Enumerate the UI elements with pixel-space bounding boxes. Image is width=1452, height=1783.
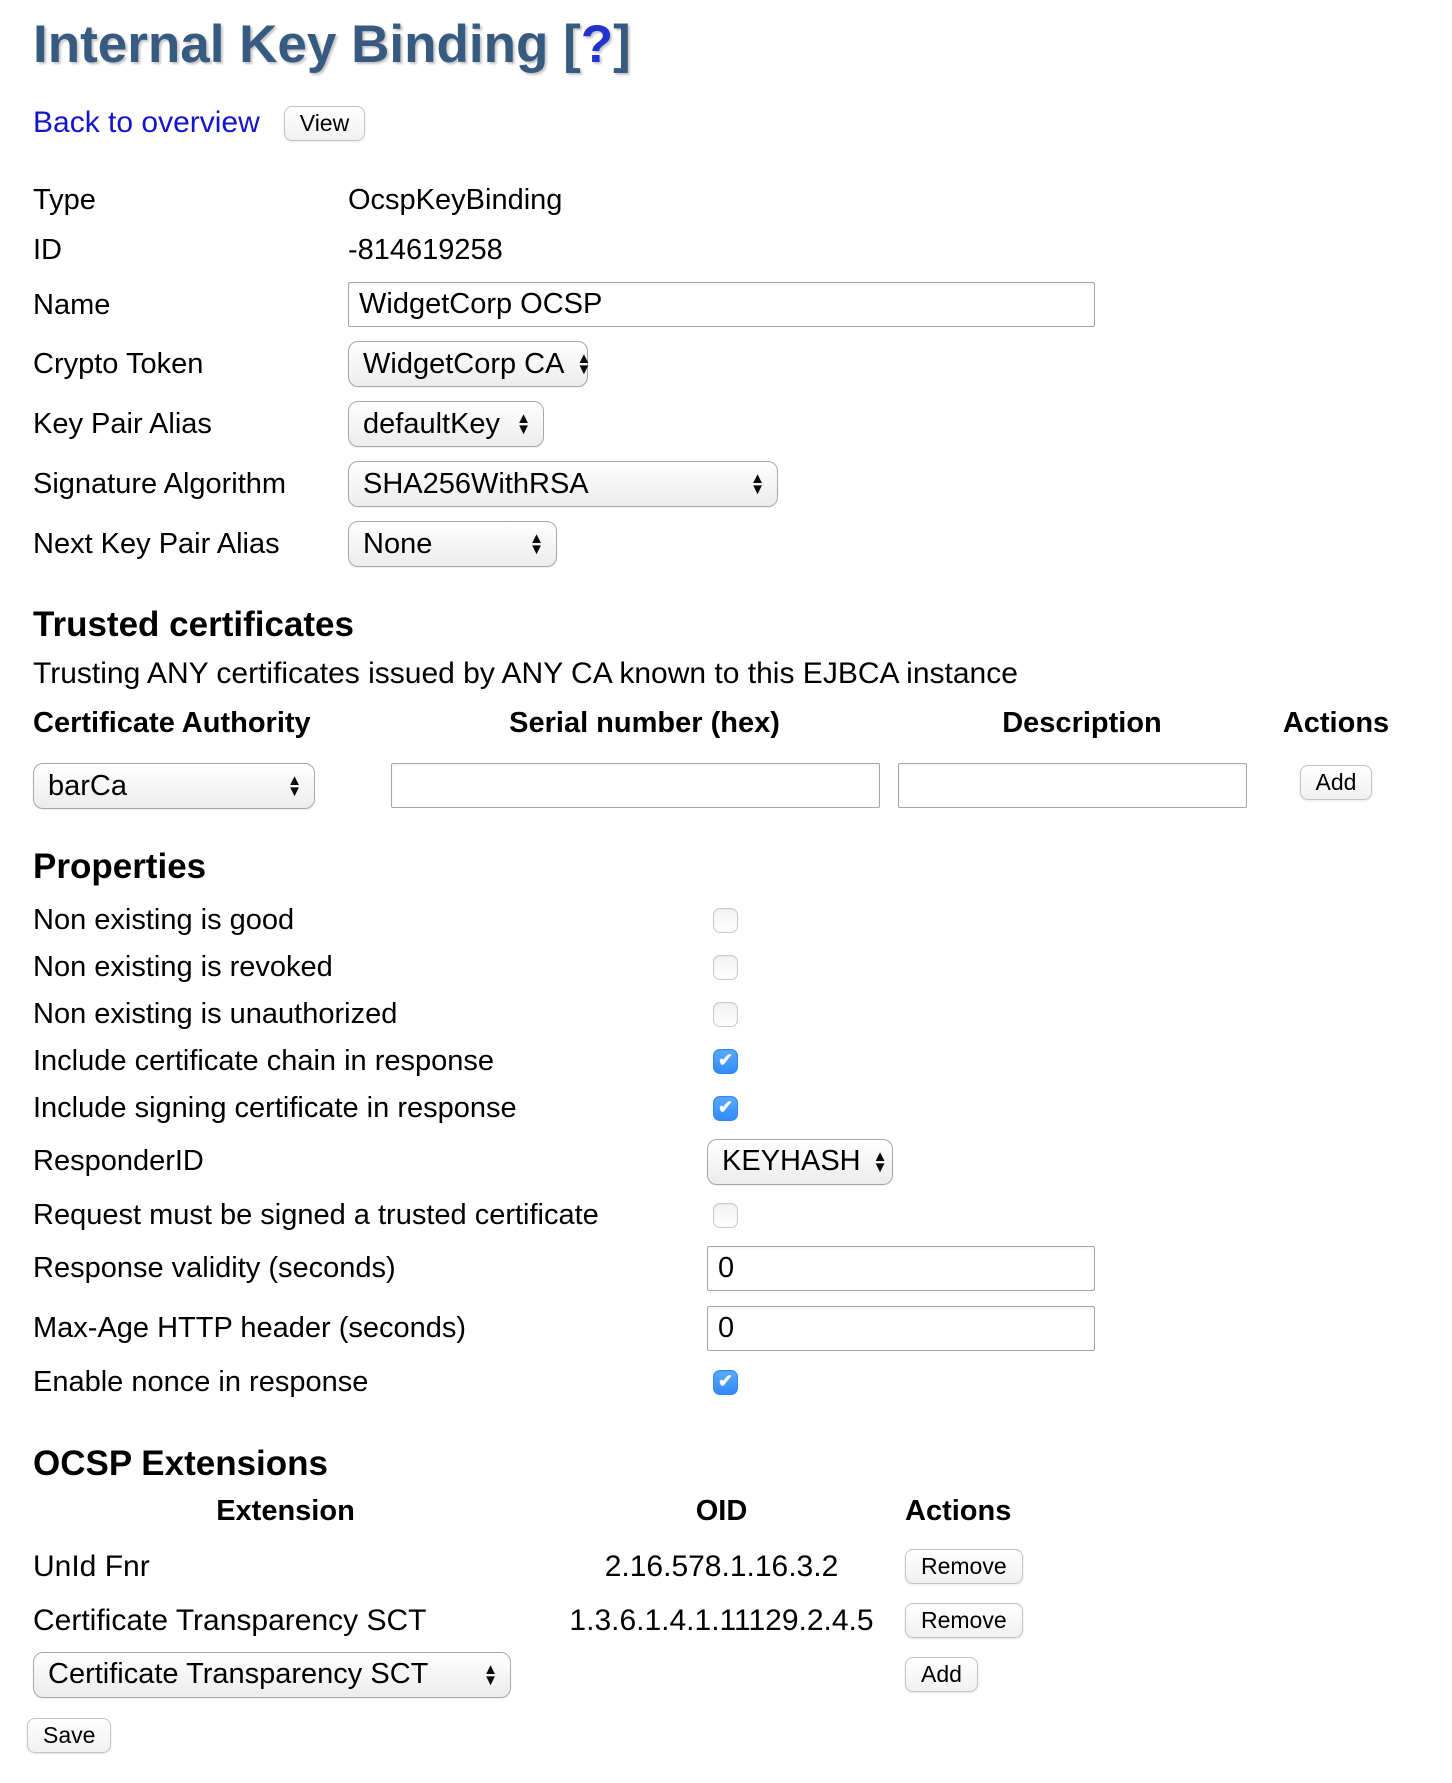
non-existing-unauthorized-checkbox[interactable]: [713, 1002, 738, 1027]
crypto-token-select[interactable]: [348, 341, 588, 387]
certificate-authority-cell: [33, 763, 391, 809]
select-arrows-icon: [483, 1664, 498, 1686]
description-input[interactable]: [898, 763, 1247, 808]
enable-nonce-label: Enable nonce in response: [33, 1365, 369, 1398]
include-signing-certificate-checkbox[interactable]: [713, 1096, 738, 1121]
trusted-certificates-heading: Trusted certificates: [33, 605, 354, 645]
remove-extension-button[interactable]: Remove: [905, 1549, 1023, 1584]
extension-row: [33, 1544, 1452, 1590]
extension-oid: 1.3.6.1.4.1.11129.2.4.5: [569, 1603, 874, 1637]
column-header-extension: Extension: [216, 1495, 355, 1528]
type-value: OcspKeyBinding: [348, 183, 563, 216]
request-must-be-signed-checkbox[interactable]: [713, 1203, 738, 1228]
key-pair-alias-row: [33, 401, 1452, 447]
responder-id-label: ResponderID: [33, 1145, 204, 1178]
id-row: [33, 232, 1452, 268]
properties-list: [33, 897, 1452, 1406]
responder-id-select[interactable]: [707, 1139, 893, 1185]
description-cell: [898, 763, 1266, 808]
property-row: [33, 944, 1452, 991]
add-extension-selected-value: Certificate Transparency SCT: [48, 1658, 429, 1691]
trusted-certificates-table: [33, 705, 1452, 809]
select-arrows-icon: [873, 1151, 888, 1173]
name-input[interactable]: [348, 282, 1095, 327]
crypto-token-selected-value: WidgetCorp CA: [363, 348, 565, 381]
response-validity-input[interactable]: [707, 1246, 1095, 1291]
property-row: [33, 1359, 1452, 1406]
add-extension-cell: [33, 1652, 538, 1698]
extension-name: UnId Fnr: [33, 1549, 150, 1583]
select-arrows-icon: [750, 473, 765, 495]
ocsp-extensions-heading: OCSP Extensions: [33, 1443, 329, 1483]
select-arrows-icon: [516, 413, 531, 435]
property-row: [33, 1239, 1452, 1299]
column-header-oid: OID: [695, 1495, 748, 1528]
ocsp-extensions-header-row: [33, 1493, 1452, 1529]
next-key-pair-alias-row: [33, 521, 1452, 567]
signature-algorithm-selected-value: SHA256WithRSA: [363, 468, 589, 501]
column-header-ext-actions: Actions: [905, 1495, 1012, 1528]
trusted-certificates-note: Trusting ANY certificates issued by ANY CA known to this EJBCA instance: [33, 657, 1018, 690]
extension-row: [33, 1598, 1452, 1644]
enable-nonce-checkbox[interactable]: [713, 1370, 738, 1395]
add-extension-button[interactable]: Add: [905, 1657, 978, 1692]
column-header-description: Description: [1002, 706, 1162, 739]
non-existing-good-label: Non existing is good: [33, 903, 295, 936]
next-key-pair-alias-label: Next Key Pair Alias: [33, 528, 280, 561]
crypto-token-label: Crypto Token: [33, 348, 204, 381]
serial-number-cell: [391, 763, 898, 808]
property-row: [33, 897, 1452, 944]
key-pair-alias-selected-value: defaultKey: [363, 408, 501, 441]
help-bracket-open: [: [563, 15, 581, 74]
property-row: [33, 1038, 1452, 1085]
max-age-http-header-input[interactable]: [707, 1306, 1095, 1351]
key-pair-alias-select[interactable]: [348, 401, 544, 447]
include-certificate-chain-checkbox[interactable]: [713, 1049, 738, 1074]
key-pair-alias-label: Key Pair Alias: [33, 408, 212, 441]
property-row: [33, 1085, 1452, 1132]
non-existing-good-checkbox[interactable]: [713, 908, 738, 933]
save-row: [27, 1716, 1452, 1753]
remove-extension-button[interactable]: Remove: [905, 1603, 1023, 1638]
response-validity-label: Response validity (seconds): [33, 1252, 396, 1285]
select-arrows-icon: [529, 533, 544, 555]
select-arrows-icon: [287, 775, 302, 797]
back-row: [33, 104, 1452, 142]
certificate-authority-selected-value: barCa: [48, 769, 127, 802]
add-extension-select[interactable]: [33, 1652, 511, 1698]
property-row: [33, 1299, 1452, 1359]
property-row: [33, 1132, 1452, 1192]
back-to-overview-link[interactable]: Back to overview: [33, 106, 260, 140]
property-row: [33, 1192, 1452, 1239]
properties-heading: Properties: [33, 846, 207, 886]
type-row: [33, 182, 1452, 218]
add-extension-row: [33, 1652, 1452, 1698]
signature-algorithm-label: Signature Algorithm: [33, 468, 287, 501]
signature-algorithm-select[interactable]: [348, 461, 778, 507]
request-must-be-signed-label: Request must be signed a trusted certificate: [33, 1198, 599, 1231]
certificate-authority-select[interactable]: [33, 763, 315, 809]
extension-name: Certificate Transparency SCT: [33, 1603, 427, 1637]
page-title: [33, 12, 1452, 78]
save-button[interactable]: Save: [27, 1718, 111, 1753]
help-link[interactable]: ?: [580, 15, 614, 74]
id-label: ID: [33, 234, 62, 266]
actions-cell: [1266, 763, 1406, 800]
page-title-text: Internal Key Binding: [33, 15, 549, 74]
view-button[interactable]: View: [284, 106, 365, 141]
id-value: -814619258: [348, 234, 503, 266]
non-existing-unauthorized-label: Non existing is unauthorized: [33, 997, 398, 1030]
serial-number-input[interactable]: [391, 763, 880, 808]
type-label: Type: [33, 183, 96, 216]
non-existing-revoked-label: Non existing is revoked: [33, 950, 333, 983]
name-label: Name: [33, 288, 111, 321]
column-header-serial-number: Serial number (hex): [509, 706, 780, 739]
key-binding-form: [33, 182, 1452, 568]
property-row: [33, 991, 1452, 1038]
signature-algorithm-row: [33, 461, 1452, 507]
add-trusted-certificate-button[interactable]: Add: [1300, 765, 1373, 800]
crypto-token-row: [33, 341, 1452, 387]
next-key-pair-alias-selected-value: None: [363, 528, 433, 561]
help-bracket-close: ]: [613, 15, 631, 74]
select-arrows-icon: [576, 353, 591, 375]
column-header-certificate-authority: Certificate Authority: [33, 706, 311, 739]
non-existing-revoked-checkbox[interactable]: [713, 955, 738, 980]
responder-id-selected-value: KEYHASH: [722, 1145, 861, 1178]
max-age-http-header-label: Max-Age HTTP header (seconds): [33, 1312, 467, 1345]
include-certificate-chain-label: Include certificate chain in response: [33, 1044, 495, 1077]
include-signing-certificate-label: Include signing certificate in response: [33, 1091, 517, 1124]
next-key-pair-alias-select[interactable]: [348, 521, 557, 567]
column-header-actions: Actions: [1282, 706, 1390, 739]
extension-oid: 2.16.578.1.16.3.2: [604, 1549, 839, 1583]
name-row: [33, 282, 1452, 327]
